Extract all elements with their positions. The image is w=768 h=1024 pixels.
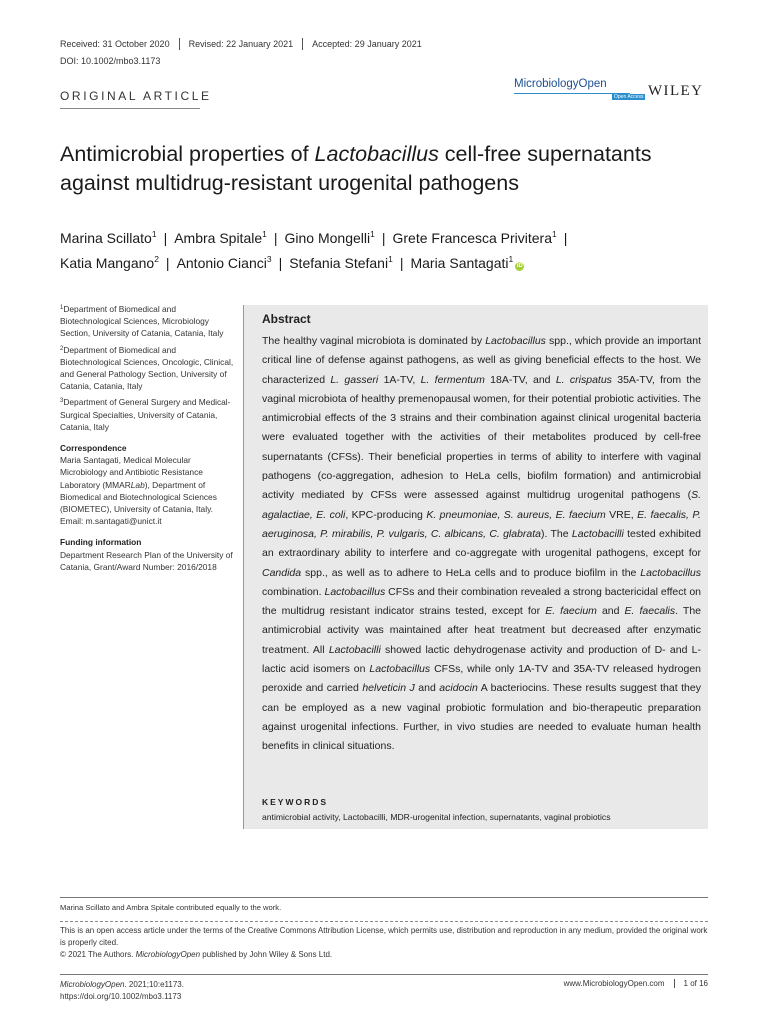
author-separator: | — [165, 255, 170, 271]
footer-journal: MicrobiologyOpen — [60, 980, 125, 989]
abstract-italic-term: E. faecalis, P. aeruginosa, P. mirabilis, P. vulgaris, C. albicans, C. glabrata — [262, 508, 701, 540]
author-name[interactable]: Katia Mangano — [60, 255, 155, 271]
author-separator: | — [563, 230, 568, 246]
license-text: This is an open access article under the terms of the Creative Commons Attribution License, which permits use, distribution and reproduction in any medium, provided the original work is properly cited. — [60, 926, 708, 947]
abstract-body — [262, 332, 701, 757]
footer-doi-link[interactable]: https://doi.org/10.1002/mbo3.1173 — [60, 992, 182, 1001]
affiliation-number: 3 — [60, 398, 64, 405]
abstract-heading: Abstract — [262, 312, 311, 326]
author-name[interactable]: Grete Francesca Privitera — [392, 230, 552, 246]
author-separator: | — [278, 255, 283, 271]
author-affiliation-number: 1 — [508, 254, 514, 264]
affiliation-list — [60, 303, 238, 433]
correspondence-email[interactable]: Email: m.santagati@unict.it — [60, 516, 162, 527]
abstract-italic-term: helveticin J — [362, 682, 415, 695]
author-affiliation-number: 2 — [154, 254, 159, 264]
accepted-date: Accepted: 29 January 2021 — [312, 39, 422, 49]
abstract-italic-term: S. agalactiae, E. coli — [262, 489, 701, 521]
copyright-c: published by John Wiley & Sons Ltd. — [200, 949, 333, 959]
publisher-logo: WILEY — [648, 83, 704, 99]
abstract-italic-term: L. crispatus — [555, 373, 612, 386]
title-part-1: Antimicrobial properties of — [60, 142, 315, 166]
license-note — [60, 925, 708, 960]
abstract-text: showed lactic dehydrogenase activity and production of D- and L-lactic acid isomers on — [262, 643, 701, 676]
abstract-text: tested exhibited an extraordinary ability to interfere and co-aggregate with urogenital pathogens, except for — [262, 527, 702, 560]
abstract-text: CFSs, while only 1A-TV and 35A-TV released hydrogen peroxide and carried — [262, 663, 701, 695]
affiliation-item — [60, 303, 238, 340]
abstract-text: A bacteriocins. These results suggest that they can be employed as a new vaginal probiotic formulation and bio-therapeutic preparation against urogenital infections. Further, in vivo studies are needed to evaluate human health benefits in clinical situations. — [262, 682, 701, 753]
abstract-text: 1A-TV, — [378, 373, 421, 386]
abstract-text: The healthy vaginal microbiota is dominated by — [262, 335, 486, 347]
title-part-2: cell-free supernatants against multidrug-resistant urogenital pathogens — [60, 142, 652, 195]
correspondence-text-a: Maria Santagati, Medical Molecular Microbiology and Antibiotic Resistance Laboratory (MMAR — [60, 455, 203, 490]
abstract-italic-term: L. gasseri — [330, 373, 379, 386]
page-number: 1 of 16 — [683, 979, 708, 988]
footer-citation-text: . 2021;10:e1173. — [124, 980, 184, 989]
abstract-text: CFSs and their combination revealed a strong bactericidal effect on the multidrug resistant indicator strains tested, except for — [262, 585, 701, 618]
publication-dates — [60, 38, 440, 50]
author-name[interactable]: Antonio Cianci — [176, 255, 267, 271]
author-name[interactable]: Ambra Spitale — [174, 230, 263, 246]
abstract-text: combination. — [262, 585, 325, 598]
author-affiliation-number: 3 — [266, 254, 272, 264]
affiliation-item — [60, 344, 238, 393]
abstract-text: 18A-TV, and — [484, 373, 556, 386]
abstract-box — [243, 305, 708, 829]
article-type-rule — [60, 108, 200, 109]
orcid-icon[interactable]: iD — [516, 263, 523, 269]
funding-heading: Funding information — [60, 537, 142, 548]
footer-citation — [60, 979, 184, 1003]
abstract-italic-term: Lactobacillus — [485, 335, 546, 347]
abstract-italic-term: Lactobacilli — [328, 643, 381, 656]
abstract-italic-term: acidocin — [439, 682, 478, 695]
abstract-italic-term: Lactobacillus — [369, 663, 431, 676]
equal-contribution-note: Marina Scillato and Ambra Spitale contributed equally to the work. — [60, 903, 282, 912]
author-affiliation-number: 1 — [388, 254, 393, 264]
author-name[interactable]: Maria Santagati — [410, 255, 509, 271]
author-name[interactable]: Gino Mongelli — [284, 230, 371, 246]
correspondence-heading: Correspondence — [60, 443, 127, 454]
abstract-italic-term: E. faecium — [545, 605, 597, 618]
correspondence-text-c: ), Department of Biomedical and Biotechnological Sciences (BIOMETEC), University of Catania, Italy. — [60, 479, 217, 515]
abstract-text: VRE, — [605, 508, 638, 521]
abstract-text: , KPC-producing — [345, 508, 427, 521]
author-affiliation-number: 1 — [151, 229, 157, 239]
footnote-dashed-rule — [60, 921, 708, 922]
abstract-italic-term: Lactobacillus — [324, 585, 386, 598]
article-title — [60, 140, 720, 198]
affiliation-item — [60, 396, 238, 433]
journal-logo: MicrobiologyOpen — [514, 78, 607, 90]
author-separator: | — [163, 230, 168, 246]
abstract-italic-term: K. pneumoniae, S. aureus, E. faecium — [426, 508, 606, 521]
received-date: Received: 31 October 2020 — [60, 38, 180, 50]
funding-text: Department Research Plan of the University of Catania, Grant/Award Number: 2016/2018 — [60, 549, 233, 572]
keywords-heading: KEYWORDS — [262, 797, 329, 807]
abstract-italic-term: Lactobacilli — [571, 527, 624, 540]
abstract-text: ). The — [541, 527, 572, 540]
footer-site-link[interactable]: www.MicrobiologyOpen.com — [564, 979, 675, 988]
affiliation-text: Department of General Surgery and Medical-Surgical Specialties, University of Catania, Catania, Italy — [60, 397, 231, 432]
abstract-italic-term: E. faecalis — [624, 605, 676, 618]
open-access-badge: Open Access — [614, 94, 644, 100]
author-name[interactable]: Stefania Stefani — [289, 255, 389, 271]
copyright-a: © 2021 The Authors. — [60, 949, 136, 959]
author-affiliation-number: 1 — [552, 229, 557, 239]
affiliation-number: 1 — [60, 305, 64, 311]
author-name[interactable]: Marina Scillato — [60, 230, 152, 246]
abstract-text: and — [414, 682, 440, 695]
author-list — [60, 226, 720, 276]
abstract-text: 35A-TV, from the vaginal microbiota of healthy premenopausal women, for their potential probiotic activities. The antimicrobial effects of the 3 strains and their combination against clinical urogenital bacteria were evaluated together with the activities of their metabolites produced by cell-free supernatants (CFSs). Their beneficial properties in terms of ability to interfere with vaginal pathogens (co-aggregation, adhesion to HeLa cells, biofilm formation) and antimicrobial activity mediated by CFSs were assessed against multidrug urogenital pathogens ( — [262, 373, 702, 502]
correspondence-text — [60, 454, 238, 527]
copyright-journal: MicrobiologyOpen — [135, 949, 201, 959]
abstract-text: spp., as well as to adhere to HeLa cells and to produce biofilm in the — [301, 566, 641, 579]
author-separator: | — [381, 230, 386, 246]
footer-rule — [60, 974, 708, 975]
footnote-rule — [60, 897, 708, 898]
keywords-text: antimicrobial activity, Lactobacilli, MDR-urogenital infection, supernatants, vaginal probiotics — [262, 812, 611, 822]
abstract-text: and — [596, 605, 625, 618]
title-italic: Lactobacillus — [314, 142, 439, 166]
abstract-text: . The antimicrobial activity was maintained after heat treatment but decreased after enzymatic treatment. All — [262, 605, 701, 656]
author-affiliation-number: 1 — [262, 229, 267, 239]
abstract-italic-term: L. fermentum — [420, 373, 485, 386]
abstract-italic-term: Candida — [262, 566, 302, 579]
article-sidebar — [60, 303, 238, 576]
doi[interactable]: DOI: 10.1002/mbo3.1173 — [60, 56, 161, 66]
affiliation-text: Department of Biomedical and Biotechnological Sciences, Oncologic, Clinical, and General Pathology Section, University of Catania, Catania, Italy — [60, 344, 234, 392]
affiliation-number: 2 — [60, 345, 64, 352]
affiliation-text: Department of Biomedical and Biotechnological Sciences, Microbiology Section, University of Catania, Catania, Italy — [60, 304, 224, 339]
abstract-text: spp., which provide an important critical line of defense against pathogens, as well as giving beneficial effects to the host. We characterized — [262, 335, 701, 386]
article-type: ORIGINAL ARTICLE — [60, 89, 212, 103]
correspondence-text-lab: Lab — [130, 479, 145, 490]
abstract-italic-term: Lactobacillus — [640, 566, 701, 579]
author-affiliation-number: 1 — [370, 229, 375, 239]
author-separator: | — [399, 255, 404, 271]
footer-right — [564, 979, 708, 988]
revised-date: Revised: 22 January 2021 — [189, 38, 304, 50]
author-separator: | — [273, 230, 278, 246]
